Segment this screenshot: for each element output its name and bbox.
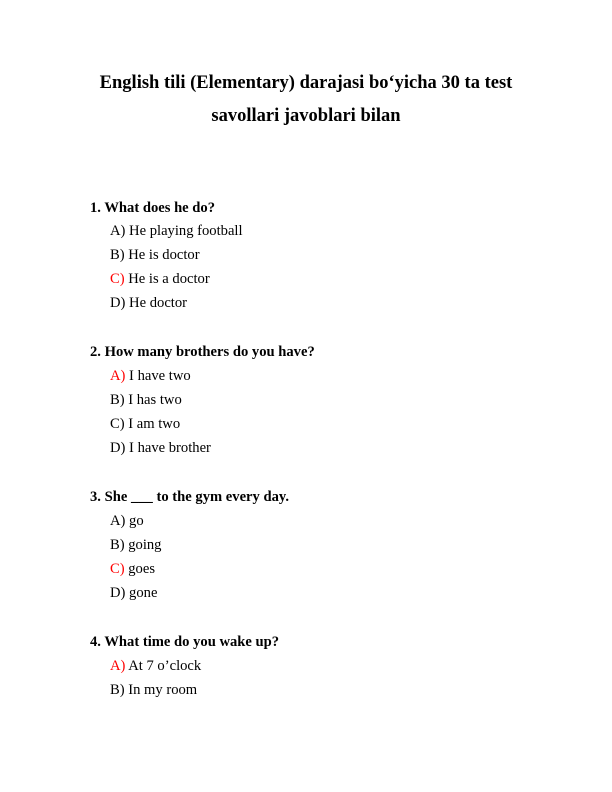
question-1: 1. What does he do? bbox=[90, 200, 216, 216]
option-text: He doctor bbox=[125, 295, 188, 311]
option-letter: D) bbox=[110, 585, 126, 601]
option-letter: A) bbox=[110, 513, 126, 529]
option-text: go bbox=[125, 513, 144, 529]
question-1-option-c bbox=[110, 270, 210, 288]
option-text: In my room bbox=[124, 682, 198, 698]
option-letter: D) bbox=[110, 440, 126, 456]
option-text: goes bbox=[124, 561, 155, 577]
option-text: He is a doctor bbox=[124, 271, 210, 287]
question-3-option-c bbox=[110, 560, 155, 578]
option-letter: A) bbox=[110, 223, 126, 239]
option-text: gone bbox=[125, 585, 158, 601]
question-3-option-d bbox=[110, 584, 157, 602]
option-letter: B) bbox=[110, 682, 125, 698]
correct-option-letter: A) bbox=[110, 658, 126, 674]
question-2-option-b bbox=[110, 391, 182, 409]
option-letter: B) bbox=[110, 247, 125, 263]
correct-option-letter: A) bbox=[110, 368, 126, 384]
option-text: I has two bbox=[124, 392, 182, 408]
option-letter: D) bbox=[110, 295, 126, 311]
correct-option-letter: C) bbox=[110, 271, 125, 287]
option-text: I have brother bbox=[125, 440, 211, 456]
option-text: I am two bbox=[124, 416, 181, 432]
question-4-option-b bbox=[110, 681, 197, 699]
question-2-option-c bbox=[110, 415, 180, 433]
question-3-option-b bbox=[110, 536, 161, 554]
question-2: 2. How many brothers do you have? bbox=[90, 344, 315, 360]
option-text: He is doctor bbox=[124, 247, 200, 263]
question-4-option-a bbox=[110, 657, 201, 675]
question-3-option-a bbox=[110, 512, 144, 530]
question-2-option-a bbox=[110, 367, 191, 385]
question-3: 3. She ___ to the gym every day. bbox=[90, 489, 290, 505]
option-letter: B) bbox=[110, 537, 125, 553]
option-text: going bbox=[124, 537, 162, 553]
option-text: He playing football bbox=[125, 223, 243, 239]
document-title-line-2: savollari javoblari bilan bbox=[211, 106, 401, 126]
document-title-line-1: English tili (Elementary) darajasi bo‘yicha 30 ta test bbox=[99, 73, 513, 93]
option-letter: B) bbox=[110, 392, 125, 408]
question-2-option-d bbox=[110, 439, 211, 457]
correct-option-letter: C) bbox=[110, 561, 125, 577]
option-text: I have two bbox=[125, 368, 191, 384]
question-4: 4. What time do you wake up? bbox=[90, 634, 280, 650]
option-letter: C) bbox=[110, 416, 125, 432]
question-1-option-a bbox=[110, 222, 243, 240]
option-text: At 7 o’clock bbox=[125, 658, 202, 674]
question-1-option-d bbox=[110, 294, 187, 312]
question-1-option-b bbox=[110, 246, 200, 264]
